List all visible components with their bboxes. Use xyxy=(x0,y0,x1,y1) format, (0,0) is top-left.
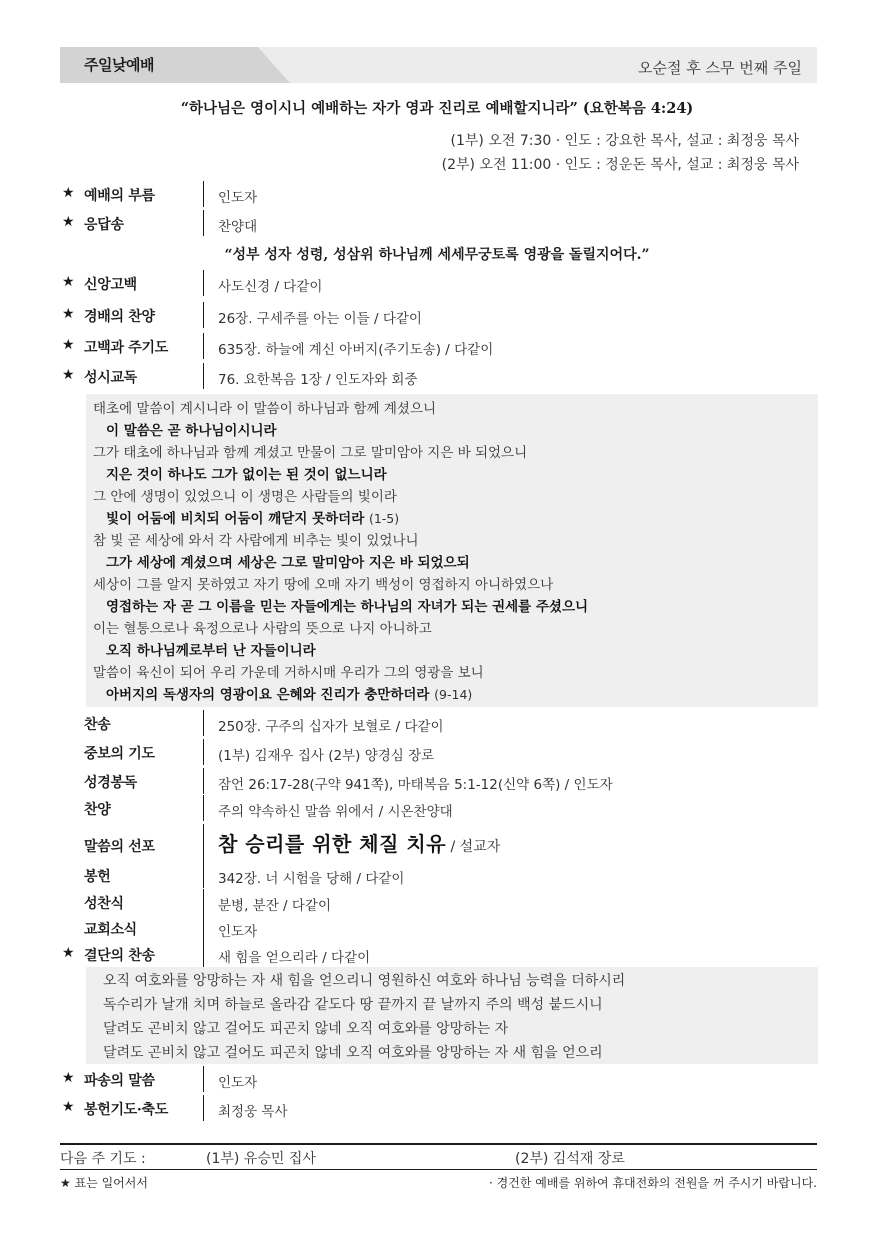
divider xyxy=(203,824,204,862)
order-label: 성찬식 xyxy=(84,896,124,912)
order-item xyxy=(62,862,822,888)
lyric-line: 달려도 곤비치 않고 걸어도 피곤치 않네 오직 여호와를 앙망하는 자 xyxy=(103,1021,509,1037)
order-label: 찬송 xyxy=(84,717,111,733)
order-item xyxy=(62,710,822,736)
order-value: 76. 요한복음 1장 / 인도자와 회중 xyxy=(218,372,418,388)
lyric-line: 오직 여호와를 앙망하는 자 새 힘을 얻으리니 영원하신 여호와 하나님 능력을 더하시리 xyxy=(103,973,626,989)
order-item xyxy=(62,270,822,296)
order-item xyxy=(62,1066,822,1092)
order-item xyxy=(62,210,822,236)
order-value: 사도신경 / 다같이 xyxy=(218,279,323,295)
response-text: “성부 성자 성령, 성삼위 하나님께 세세무궁토록 영광을 돌릴지어다.” xyxy=(224,247,650,263)
page-title: 주일낮예배 xyxy=(84,56,154,74)
order-value: 250장. 구주의 십자가 보혈로 / 다같이 xyxy=(218,719,444,735)
divider xyxy=(203,1066,204,1092)
order-label: 고백과 주기도 xyxy=(84,340,168,356)
reading-line-bold xyxy=(106,507,399,527)
order-item xyxy=(62,795,822,821)
reading-line: 이는 혈통으로나 육정으로나 사람의 뜻으로 나지 아니하고 xyxy=(93,621,432,637)
divider xyxy=(203,1095,204,1121)
order-value: 342장. 너 시험을 당해 / 다같이 xyxy=(218,871,405,887)
order-value: 인도자 xyxy=(218,190,258,206)
order-label: 봉헌 xyxy=(84,869,111,885)
reading-line-bold: 그가 세상에 계셨으며 세상은 그로 말미암아 지은 바 되었으되 xyxy=(106,555,470,571)
order-value: 새 힘을 얻으리라 / 다같이 xyxy=(218,950,371,966)
standing-star: ★ xyxy=(62,214,75,230)
order-item xyxy=(62,889,822,915)
service-time-1: (1부) 오전 7:30 · 인도 : 강요한 목사, 설교 : 최정웅 목사 xyxy=(450,133,799,149)
divider xyxy=(203,941,204,967)
order-item xyxy=(62,181,822,207)
order-value: 인도자 xyxy=(218,1075,258,1091)
divider xyxy=(203,795,204,821)
lyric-line: 독수리가 날개 치며 하늘로 올라감 같도다 땅 끝까지 끝 날까지 주의 백성 붙드시니 xyxy=(103,997,603,1013)
order-item xyxy=(62,1095,822,1121)
divider xyxy=(203,363,204,389)
order-value: 주의 약속하신 말씀 위에서 / 시온찬양대 xyxy=(218,804,453,820)
order-label: 예배의 부름 xyxy=(84,188,155,204)
reading-line-bold: 오직 하나님께로부터 난 자들이니라 xyxy=(106,643,316,659)
divider xyxy=(203,270,204,296)
order-item xyxy=(62,302,822,328)
footer-rule xyxy=(60,1169,817,1170)
reading-line: 그가 태초에 하나님과 함께 계셨고 만물이 그로 말미암아 지은 바 되었으니 xyxy=(93,445,528,461)
next-prayer-label: 다음 주 기도 : xyxy=(60,1151,146,1167)
order-label: 말씀의 선포 xyxy=(84,839,155,855)
order-value: 최정웅 목사 xyxy=(218,1104,288,1120)
standing-star: ★ xyxy=(62,945,75,961)
footer-rule xyxy=(60,1143,817,1145)
phone-note: · 경건한 예배를 위하여 휴대전화의 전원을 꺼 주시기 바랍니다. xyxy=(489,1176,817,1190)
reading-line: 그 안에 생명이 있었으니 이 생명은 사람들의 빛이라 xyxy=(93,489,397,505)
order-value: 635장. 하늘에 계신 아버지(주기도송) / 다같이 xyxy=(218,342,494,358)
order-label: 성시교독 xyxy=(84,370,137,386)
divider xyxy=(203,710,204,736)
order-label: 파송의 말씀 xyxy=(84,1073,155,1089)
sermon-preacher: / 설교자 xyxy=(446,839,501,855)
reading-text: 빛이 어둠에 비치되 어둠이 깨닫지 못하더라 xyxy=(106,511,365,527)
page-subtitle: 오순절 후 스무 번째 주일 xyxy=(638,59,802,77)
standing-star: ★ xyxy=(62,367,75,383)
reading-line-bold: 이 말씀은 곧 하나님이시니라 xyxy=(106,423,277,439)
order-label: 중보의 기도 xyxy=(84,746,155,762)
divider xyxy=(203,889,204,915)
lyric-line: 달려도 곤비치 않고 걸어도 피곤치 않네 오직 여호와를 앙망하는 자 새 힘을 얻으리 xyxy=(103,1045,603,1061)
reading-line: 세상이 그를 알지 못하였고 자기 땅에 오매 자기 백성이 영접하지 아니하였으나 xyxy=(93,577,554,593)
order-value: 인도자 xyxy=(218,924,258,940)
order-label: 결단의 찬송 xyxy=(84,948,155,964)
reading-ref: (1-5) xyxy=(368,511,400,526)
standing-star: ★ xyxy=(62,337,75,353)
order-item xyxy=(62,915,822,941)
service-time-2: (2부) 오전 11:00 · 인도 : 정운돈 목사, 설교 : 최정웅 목사 xyxy=(441,157,799,173)
reading-line-bold: 영접하는 자 곧 그 이름을 믿는 자들에게는 하나님의 자녀가 되는 권세를 주셨으니 xyxy=(106,599,589,615)
order-label: 봉헌기도·축도 xyxy=(84,1102,168,1118)
reading-ref: (9-14) xyxy=(434,687,473,702)
next-prayer-1: (1부) 유승민 집사 xyxy=(206,1151,316,1167)
order-item xyxy=(62,941,822,967)
divider xyxy=(203,181,204,207)
order-item xyxy=(62,739,822,765)
theme-quote: “하나님은 영이시니 예배하는 자가 영과 진리로 예배할지니라” (요한복음 4:24) xyxy=(180,100,694,117)
reading-line: 참 빛 곧 세상에 와서 각 사람에게 비추는 빛이 있었나니 xyxy=(93,533,419,549)
divider xyxy=(203,768,204,794)
divider xyxy=(203,862,204,888)
divider xyxy=(203,302,204,328)
standing-note: ★ 표는 일어서서 xyxy=(60,1176,148,1190)
order-label: 응답송 xyxy=(84,217,124,233)
sermon xyxy=(218,828,500,857)
order-value: 잠언 26:17-28(구약 941쪽), 마태복음 5:1-12(신약 6쪽) / 인도자 xyxy=(218,777,613,793)
sermon-title: 참 승리를 위한 체질 치유 xyxy=(218,832,447,856)
standing-star: ★ xyxy=(62,306,75,322)
order-value: (1부) 김재우 집사 (2부) 양경심 장로 xyxy=(218,748,435,764)
reading-line: 말씀이 육신이 되어 우리 가운데 거하시매 우리가 그의 영광을 보니 xyxy=(93,665,484,681)
reading-text: 아버지의 독생자의 영광이요 은혜와 진리가 충만하더라 xyxy=(106,687,430,703)
standing-star: ★ xyxy=(62,1099,75,1115)
standing-star: ★ xyxy=(62,185,75,201)
order-label: 성경봉독 xyxy=(84,775,137,791)
next-prayer-2: (2부) 김석재 장로 xyxy=(515,1151,625,1167)
order-label: 경배의 찬양 xyxy=(84,309,155,325)
standing-star: ★ xyxy=(62,274,75,290)
order-item xyxy=(62,363,822,389)
order-item xyxy=(62,768,822,794)
order-value: 분병, 분잔 / 다같이 xyxy=(218,898,332,914)
divider xyxy=(203,739,204,765)
divider xyxy=(203,210,204,236)
reading-line-bold: 지은 것이 하나도 그가 없이는 된 것이 없느니라 xyxy=(106,467,387,483)
divider xyxy=(203,333,204,359)
reading-line-bold xyxy=(106,683,472,703)
order-value: 찬양대 xyxy=(218,219,258,235)
order-label: 신앙고백 xyxy=(84,277,137,293)
sermon-row xyxy=(62,824,822,862)
order-label: 교회소식 xyxy=(84,922,137,938)
order-value: 26장. 구세주를 아는 이들 / 다같이 xyxy=(218,311,422,327)
order-label: 찬양 xyxy=(84,802,111,818)
standing-star: ★ xyxy=(62,1070,75,1086)
divider xyxy=(203,915,204,941)
reading-line: 태초에 말씀이 계시니라 이 말씀이 하나님과 함께 계셨으니 xyxy=(93,401,437,417)
order-item xyxy=(62,333,822,359)
